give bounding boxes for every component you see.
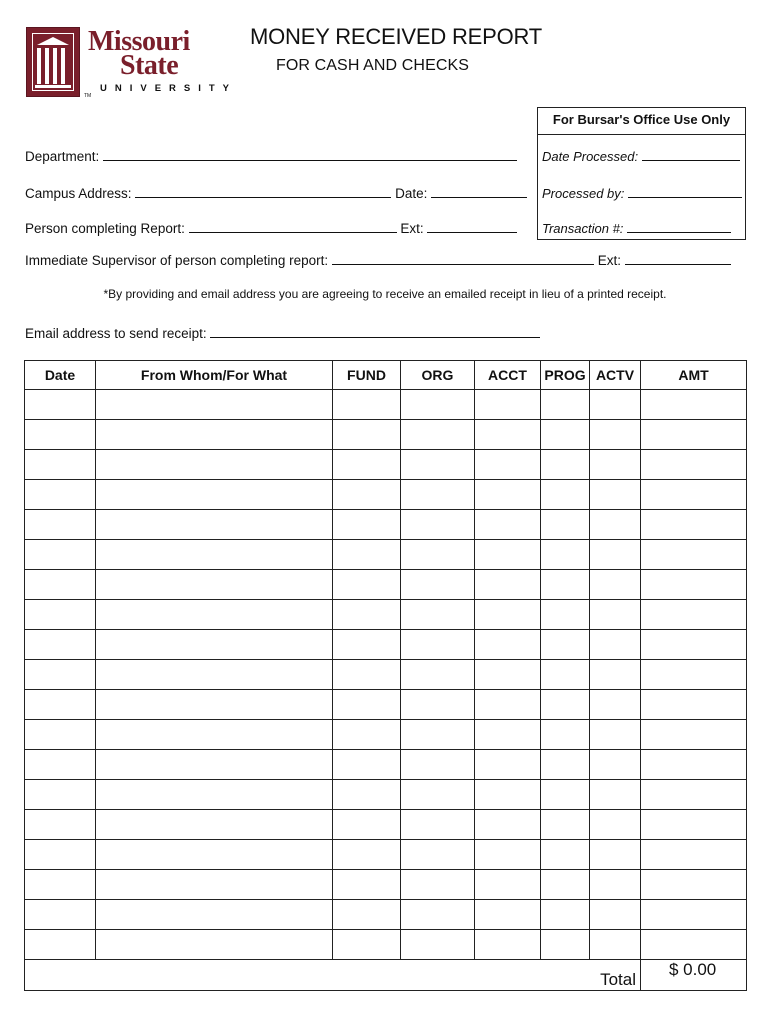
cell-date[interactable] [25, 660, 96, 690]
cell-acct[interactable] [475, 480, 541, 510]
campus-address-field[interactable] [135, 183, 391, 198]
cell-amt[interactable] [641, 840, 747, 870]
table-row [25, 510, 747, 540]
cell-actv[interactable] [590, 570, 641, 600]
cell-org[interactable] [401, 900, 475, 930]
cell-org[interactable] [401, 660, 475, 690]
table-row [25, 810, 747, 840]
cell-actv[interactable] [590, 840, 641, 870]
transaction-label: Transaction #: [542, 221, 624, 236]
transaction-line [542, 218, 731, 236]
cell-prog[interactable] [541, 510, 590, 540]
cell-actv[interactable] [590, 750, 641, 780]
supervisor-ext-field[interactable] [625, 250, 731, 265]
cell-prog[interactable] [541, 600, 590, 630]
cell-amt[interactable] [641, 780, 747, 810]
table-row [25, 930, 747, 960]
cell-org[interactable] [401, 510, 475, 540]
cell-actv[interactable] [590, 810, 641, 840]
cell-fund[interactable] [333, 570, 401, 600]
table-row [25, 900, 747, 930]
department-row [25, 146, 517, 164]
building-emblem-icon [26, 27, 80, 97]
cell-org[interactable] [401, 570, 475, 600]
date-field[interactable] [431, 183, 527, 198]
cell-from-whom[interactable] [96, 480, 333, 510]
header-prog: PROG [541, 361, 590, 390]
cell-acct[interactable] [475, 420, 541, 450]
logo-trademark: TM [84, 93, 92, 99]
cell-actv[interactable] [590, 660, 641, 690]
total-row [25, 960, 747, 991]
cell-prog[interactable] [541, 630, 590, 660]
date-label: Date: [395, 186, 428, 201]
cell-actv[interactable] [590, 450, 641, 480]
cell-prog[interactable] [541, 900, 590, 930]
table-row [25, 420, 747, 450]
cell-prog[interactable] [541, 450, 590, 480]
table-row [25, 630, 747, 660]
cell-org[interactable] [401, 840, 475, 870]
ext-label: Ext: [400, 221, 424, 236]
cell-date[interactable] [25, 510, 96, 540]
cell-from-whom[interactable] [96, 420, 333, 450]
table-header-row [25, 361, 747, 390]
cell-prog[interactable] [541, 570, 590, 600]
cell-org[interactable] [401, 930, 475, 960]
cell-from-whom[interactable] [96, 810, 333, 840]
cell-fund[interactable] [333, 930, 401, 960]
cell-amt[interactable] [641, 450, 747, 480]
cell-date[interactable] [25, 570, 96, 600]
table-row [25, 390, 747, 420]
cell-acct[interactable] [475, 840, 541, 870]
cell-amt[interactable] [641, 720, 747, 750]
cell-actv[interactable] [590, 540, 641, 570]
cell-fund[interactable] [333, 510, 401, 540]
table-row [25, 480, 747, 510]
cell-date[interactable] [25, 900, 96, 930]
page-title: MONEY RECEIVED REPORT [250, 24, 543, 49]
transaction-field[interactable] [627, 218, 731, 233]
cell-prog[interactable] [541, 930, 590, 960]
cell-acct[interactable] [475, 870, 541, 900]
university-logo [26, 26, 238, 99]
campus-address-row [25, 183, 527, 201]
cell-org[interactable] [401, 870, 475, 900]
supervisor-ext-label: Ext: [597, 253, 621, 268]
table-body [25, 390, 747, 960]
cell-actv[interactable] [590, 930, 641, 960]
cell-date[interactable] [25, 720, 96, 750]
table-row [25, 450, 747, 480]
processed-by-line [542, 183, 742, 201]
cell-acct[interactable] [475, 450, 541, 480]
cell-actv[interactable] [590, 630, 641, 660]
cell-from-whom[interactable] [96, 720, 333, 750]
cell-org[interactable] [401, 600, 475, 630]
cell-fund[interactable] [333, 480, 401, 510]
cell-actv[interactable] [590, 390, 641, 420]
cell-fund[interactable] [333, 420, 401, 450]
cell-actv[interactable] [590, 690, 641, 720]
cell-amt[interactable] [641, 540, 747, 570]
date-processed-field[interactable] [642, 146, 740, 161]
cell-amt[interactable] [641, 690, 747, 720]
cell-fund[interactable] [333, 600, 401, 630]
bursar-office-box [537, 107, 746, 240]
cell-actv[interactable] [590, 720, 641, 750]
cell-prog[interactable] [541, 390, 590, 420]
cell-org[interactable] [401, 480, 475, 510]
cell-acct[interactable] [475, 540, 541, 570]
cell-prog[interactable] [541, 720, 590, 750]
email-field[interactable] [210, 323, 540, 338]
date-processed-line [542, 146, 740, 164]
cell-from-whom[interactable] [96, 930, 333, 960]
cell-prog[interactable] [541, 660, 590, 690]
cell-date[interactable] [25, 480, 96, 510]
cell-fund[interactable] [333, 390, 401, 420]
cell-acct[interactable] [475, 750, 541, 780]
cell-from-whom[interactable] [96, 750, 333, 780]
cell-org[interactable] [401, 450, 475, 480]
total-label: Total [25, 960, 641, 991]
cell-amt[interactable] [641, 630, 747, 660]
cell-acct[interactable] [475, 570, 541, 600]
cell-actv[interactable] [590, 420, 641, 450]
cell-org[interactable] [401, 750, 475, 780]
cell-date[interactable] [25, 450, 96, 480]
cell-from-whom[interactable] [96, 450, 333, 480]
department-label: Department: [25, 149, 100, 164]
cell-amt[interactable] [641, 930, 747, 960]
cell-prog[interactable] [541, 420, 590, 450]
cell-acct[interactable] [475, 510, 541, 540]
cell-from-whom[interactable] [96, 510, 333, 540]
cell-date[interactable] [25, 390, 96, 420]
email-row [25, 323, 540, 341]
cell-fund[interactable] [333, 540, 401, 570]
table-row [25, 600, 747, 630]
cell-date[interactable] [25, 630, 96, 660]
cell-amt[interactable] [641, 810, 747, 840]
cell-prog[interactable] [541, 780, 590, 810]
header-org: ORG [401, 361, 475, 390]
supervisor-row [25, 250, 731, 268]
table-row [25, 570, 747, 600]
cell-amt[interactable] [641, 480, 747, 510]
campus-address-label: Campus Address: [25, 186, 132, 201]
cell-date[interactable] [25, 600, 96, 630]
cell-org[interactable] [401, 420, 475, 450]
cell-from-whom[interactable] [96, 900, 333, 930]
cell-amt[interactable] [641, 750, 747, 780]
cell-acct[interactable] [475, 810, 541, 840]
table-row [25, 750, 747, 780]
cell-amt[interactable] [641, 900, 747, 930]
cell-prog[interactable] [541, 870, 590, 900]
cell-org[interactable] [401, 540, 475, 570]
cell-org[interactable] [401, 810, 475, 840]
cell-from-whom[interactable] [96, 630, 333, 660]
cell-fund[interactable] [333, 810, 401, 840]
cell-date[interactable] [25, 810, 96, 840]
processed-by-label: Processed by: [542, 186, 625, 201]
cell-actv[interactable] [590, 480, 641, 510]
cell-prog[interactable] [541, 540, 590, 570]
cell-prog[interactable] [541, 840, 590, 870]
table-row [25, 780, 747, 810]
cell-fund[interactable] [333, 720, 401, 750]
cell-from-whom[interactable] [96, 780, 333, 810]
cell-date[interactable] [25, 840, 96, 870]
cell-acct[interactable] [475, 690, 541, 720]
logo-word-university: UNIVERSITY [100, 83, 238, 94]
cell-org[interactable] [401, 720, 475, 750]
logo-word-state: State [120, 50, 179, 81]
cell-fund[interactable] [333, 840, 401, 870]
cell-prog[interactable] [541, 480, 590, 510]
email-label: Email address to send receipt: [25, 326, 207, 341]
cell-amt[interactable] [641, 600, 747, 630]
cell-fund[interactable] [333, 780, 401, 810]
cell-acct[interactable] [475, 630, 541, 660]
processed-by-field[interactable] [628, 183, 742, 198]
cell-date[interactable] [25, 690, 96, 720]
cell-amt[interactable] [641, 390, 747, 420]
cell-amt[interactable] [641, 660, 747, 690]
cell-actv[interactable] [590, 870, 641, 900]
cell-org[interactable] [401, 780, 475, 810]
cell-from-whom[interactable] [96, 600, 333, 630]
cell-org[interactable] [401, 690, 475, 720]
cell-date[interactable] [25, 930, 96, 960]
cell-amt[interactable] [641, 570, 747, 600]
cell-fund[interactable] [333, 630, 401, 660]
cell-amt[interactable] [641, 870, 747, 900]
header-actv: ACTV [590, 361, 641, 390]
cell-date[interactable] [25, 750, 96, 780]
cell-actv[interactable] [590, 510, 641, 540]
person-completing-label: Person completing Report: [25, 221, 185, 236]
total-value: $ 0.00 [641, 960, 747, 991]
logo-word-missouri: Missouri [88, 26, 190, 57]
ext-field[interactable] [427, 218, 517, 233]
cell-actv[interactable] [590, 600, 641, 630]
header-date: Date [25, 361, 96, 390]
cell-acct[interactable] [475, 390, 541, 420]
money-received-table [24, 360, 747, 991]
cell-from-whom[interactable] [96, 660, 333, 690]
cell-acct[interactable] [475, 600, 541, 630]
cell-fund[interactable] [333, 690, 401, 720]
cell-fund[interactable] [333, 870, 401, 900]
header-amt: AMT [641, 361, 747, 390]
table-row [25, 660, 747, 690]
header-acct: ACCT [475, 361, 541, 390]
cell-prog[interactable] [541, 810, 590, 840]
cell-actv[interactable] [590, 780, 641, 810]
cell-actv[interactable] [590, 900, 641, 930]
cell-org[interactable] [401, 630, 475, 660]
cell-from-whom[interactable] [96, 690, 333, 720]
cell-amt[interactable] [641, 420, 747, 450]
cell-acct[interactable] [475, 780, 541, 810]
table-row [25, 720, 747, 750]
cell-from-whom[interactable] [96, 870, 333, 900]
supervisor-field[interactable] [332, 250, 594, 265]
date-processed-label: Date Processed: [542, 149, 639, 164]
person-completing-row [25, 218, 517, 236]
email-notice: *By providing and email address you are agreeing to receive an emailed receipt in lieu of a printed receipt. [103, 287, 667, 301]
cell-from-whom[interactable] [96, 840, 333, 870]
page-subtitle: FOR CASH AND CHECKS [276, 57, 470, 74]
cell-org[interactable] [401, 390, 475, 420]
supervisor-label: Immediate Supervisor of person completing report: [25, 253, 329, 268]
cell-from-whom[interactable] [96, 570, 333, 600]
cell-acct[interactable] [475, 720, 541, 750]
cell-fund[interactable] [333, 660, 401, 690]
cell-acct[interactable] [475, 660, 541, 690]
cell-from-whom[interactable] [96, 390, 333, 420]
table-row [25, 870, 747, 900]
table-row [25, 540, 747, 570]
cell-fund[interactable] [333, 750, 401, 780]
department-field[interactable] [103, 146, 517, 161]
cell-prog[interactable] [541, 750, 590, 780]
table-row [25, 840, 747, 870]
cell-fund[interactable] [333, 450, 401, 480]
bursar-heading: For Bursar's Office Use Only [538, 108, 745, 135]
table-row [25, 690, 747, 720]
cell-acct[interactable] [475, 900, 541, 930]
cell-acct[interactable] [475, 930, 541, 960]
person-completing-field[interactable] [189, 218, 397, 233]
cell-prog[interactable] [541, 690, 590, 720]
header-from-whom: From Whom/For What [96, 361, 333, 390]
cell-date[interactable] [25, 780, 96, 810]
cell-date[interactable] [25, 870, 96, 900]
cell-amt[interactable] [641, 510, 747, 540]
cell-date[interactable] [25, 420, 96, 450]
header-fund: FUND [333, 361, 401, 390]
cell-date[interactable] [25, 540, 96, 570]
cell-from-whom[interactable] [96, 540, 333, 570]
cell-fund[interactable] [333, 900, 401, 930]
